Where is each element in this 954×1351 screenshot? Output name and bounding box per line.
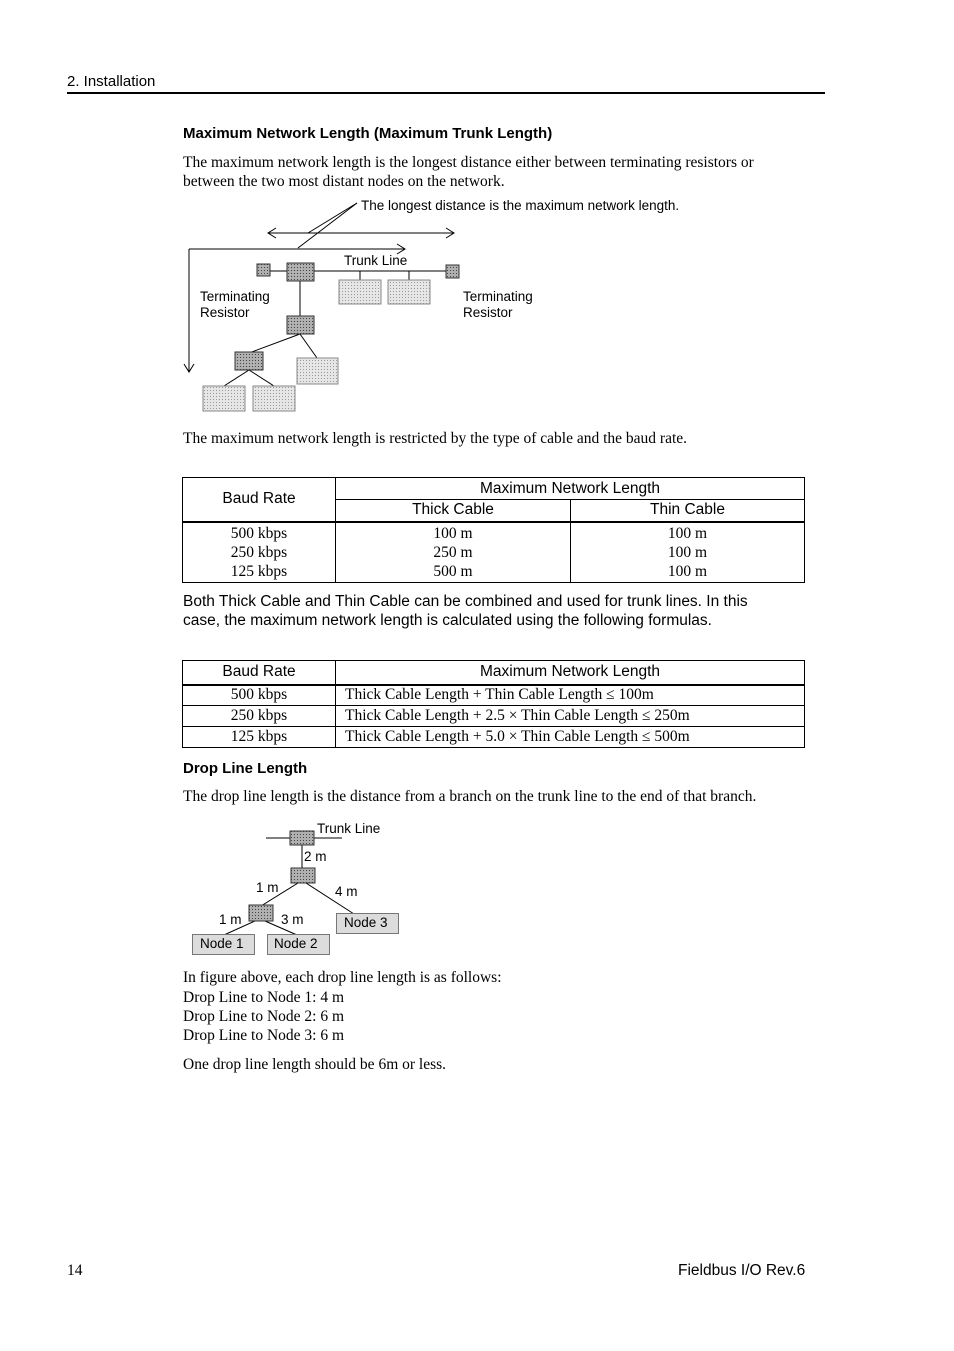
terminating-resistor-right-label-1: Terminating: [463, 289, 533, 304]
drop-line-length-heading: Drop Line Length: [183, 760, 308, 777]
terminating-resistor-left-label-1: Terminating: [200, 289, 270, 304]
header-rule: [67, 92, 825, 94]
formula-cell: Thick Cable Length + Thin Cable Length ≤ 100m: [336, 685, 805, 706]
header-baud-rate: Baud Rate: [183, 478, 336, 522]
table-row: [183, 727, 805, 748]
terminating-resistor-right-label-2: Resistor: [463, 305, 513, 320]
trunk-line-label: Trunk Line: [317, 821, 381, 836]
node: [203, 386, 245, 411]
combined-text-line-2: case, the maximum network length is calculated using the following formulas.: [183, 612, 712, 629]
drop-line: [300, 334, 317, 358]
section-header: 2. Installation: [67, 73, 156, 90]
terminating-resistor-left: [257, 264, 270, 276]
tap: [290, 831, 314, 845]
page-number: 14: [67, 1262, 83, 1279]
length-3m-label: 3 m: [281, 912, 304, 927]
table-row: [183, 685, 805, 706]
length-4m-label: 4 m: [335, 884, 358, 899]
header-max-network-length: Maximum Network Length: [336, 478, 805, 500]
header-thick-cable: Thick Cable: [336, 500, 571, 522]
drop-line: [224, 370, 249, 386]
trunk-line-label: Trunk Line: [344, 253, 408, 268]
node: [297, 358, 338, 384]
node-3-drop-length: Drop Line to Node 3: 6 m: [183, 1027, 345, 1044]
tap: [235, 352, 263, 370]
callout-line-right: [308, 203, 357, 233]
node-3-box: Node 3: [336, 913, 399, 934]
document-title: Fieldbus I/O Rev.6: [678, 1262, 806, 1279]
formula-table: [182, 660, 805, 748]
callout-line-left: [298, 203, 357, 248]
node-2-drop-length: Drop Line to Node 2: 6 m: [183, 1008, 345, 1025]
formula-cell: Thick Cable Length + 5.0 × Thin Cable Length ≤ 500m: [336, 727, 805, 748]
tap: [287, 263, 314, 281]
baud-cell: 250 kbps: [183, 706, 336, 727]
table-row: [183, 706, 805, 727]
drop-line-rule: One drop line length should be 6m or less.: [183, 1056, 447, 1073]
intro-line-1: The maximum network length is the longest distance either between terminating resistors or: [183, 154, 754, 171]
thick-values-cell: 100 m 250 m 500 m: [336, 522, 571, 583]
node-2-box: Node 2: [267, 934, 330, 955]
baud-values-cell: 500 kbps 250 kbps 125 kbps: [183, 522, 336, 583]
intro-line-2: between the two most distant nodes on the network.: [183, 173, 505, 190]
node-1-drop-length: Drop Line to Node 1: 4 m: [183, 989, 345, 1006]
drop-line: [249, 334, 300, 353]
length-1m-lower-label: 1 m: [219, 912, 242, 927]
drop-line: [249, 370, 274, 386]
baud-rate-length-table: [182, 477, 805, 583]
node: [388, 280, 430, 304]
tap: [287, 316, 314, 334]
length-1m-upper-label: 1 m: [256, 880, 279, 895]
node: [339, 280, 381, 304]
restriction-text: The maximum network length is restricted by the type of cable and the baud rate.: [183, 430, 688, 447]
formula-cell: Thick Cable Length + 2.5 × Thin Cable Length ≤ 250m: [336, 706, 805, 727]
header-max-network-length: Maximum Network Length: [336, 661, 805, 685]
tap: [291, 868, 315, 883]
baud-cell: 500 kbps: [183, 685, 336, 706]
node-1-box: Node 1: [192, 934, 255, 955]
header-baud-rate: Baud Rate: [183, 661, 336, 685]
thin-values-cell: 100 m 100 m 100 m: [571, 522, 805, 583]
terminating-resistor-left-label-2: Resistor: [200, 305, 250, 320]
combined-text-line-1: Both Thick Cable and Thin Cable can be combined and used for trunk lines. In this: [183, 593, 748, 610]
terminating-resistor-right: [446, 265, 459, 278]
drop-line-intro: The drop line length is the distance from a branch on the trunk line to the end of that branch.: [183, 788, 757, 805]
longest-distance-label: The longest distance is the maximum network length.: [361, 198, 680, 213]
header-thin-cable: Thin Cable: [571, 500, 805, 522]
baud-cell: 125 kbps: [183, 727, 336, 748]
summary-intro: In figure above, each drop line length is as follows:: [183, 969, 502, 986]
max-network-length-heading: Maximum Network Length (Maximum Trunk Length): [183, 125, 553, 142]
node: [253, 386, 295, 411]
tap: [249, 905, 273, 921]
length-2m-label: 2 m: [304, 849, 327, 864]
